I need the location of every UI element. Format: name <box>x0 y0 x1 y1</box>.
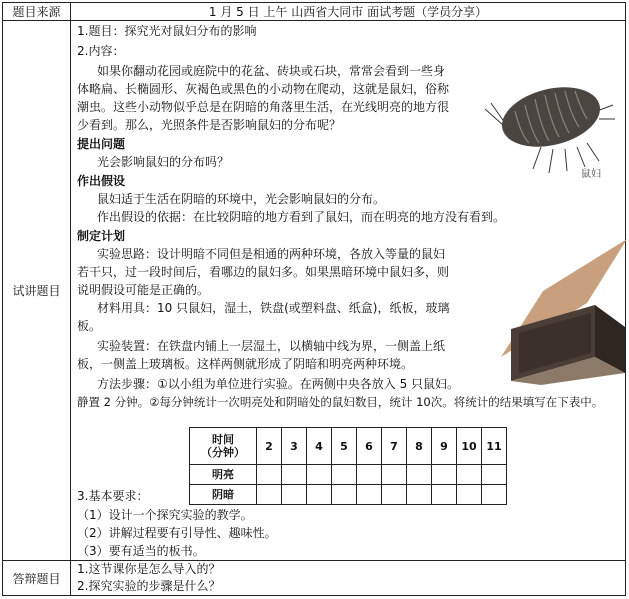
device-line: 实验装置：在铁盘内铺上一层湿土，以横轴中线为界，一侧盖上纸 <box>97 339 446 353</box>
bright-label: 明亮 <box>190 465 257 485</box>
hypothesis-text: 鼠妇适于生活在阴暗的环境中，光会影响鼠妇的分布。 <box>97 192 386 206</box>
lecture-label: 试讲题目 <box>3 21 71 560</box>
topic-line: 1.题目：探究光对鼠妇分布的影响 <box>77 24 257 38</box>
steps-line: 方法步骤：①以小组为单位进行实验。在两侧中央各放入 5 只鼠妇。 <box>97 377 460 391</box>
minute-cell: 4 <box>307 428 332 465</box>
minute-cell: 11 <box>482 428 507 465</box>
materials-line: 材料用具：10 只鼠妇，湿土，铁盘(或塑料盘、纸盒)，纸板，玻璃 <box>97 301 450 315</box>
woodlouse-image <box>481 65 617 183</box>
para1-line: 潮虫。这些小动物似乎总是在阴暗的角落里生活，在光线明亮的地方很 <box>77 100 450 114</box>
para1-line: 如果你翻动花园或庭院中的花盆、砖块或石块，常常会看到一些身 <box>97 64 446 78</box>
plan-heading: 制定计划 <box>77 229 126 243</box>
materials-line: 板。 <box>77 319 102 333</box>
ask-heading: 提出问题 <box>77 137 126 151</box>
content-label: 2.内容： <box>77 44 125 58</box>
table-header-row <box>190 428 507 465</box>
answer-row <box>3 561 625 595</box>
minute-cell: 2 <box>257 428 282 465</box>
time-header-cell: 时间 （分钟） <box>190 428 257 465</box>
exam-sheet <box>2 2 626 596</box>
hypothesis-basis: 作出假设的依据：在比较阴暗的地方看到了鼠妇，而在明亮的地方没有看到。 <box>97 210 506 224</box>
question-item: 2.探究实验的步骤是什么？ <box>77 579 221 593</box>
answer-label: 答辩题目 <box>3 561 71 595</box>
idea-line: 若干只，过一段时间后，看哪边的鼠妇多。如果黑暗环境中鼠妇多，则 <box>77 265 450 279</box>
source-label: 题目来源 <box>3 3 71 20</box>
minute-cell: 8 <box>407 428 432 465</box>
page-title: 1 月 5 日 上午 山西省大同市 面试考题（学员分享） <box>208 5 488 19</box>
minute-cell: 5 <box>332 428 357 465</box>
minute-cell: 6 <box>357 428 382 465</box>
minute-cell: 7 <box>382 428 407 465</box>
question-item: 1.这节课你是怎么导入的？ <box>77 562 221 576</box>
idea-line: 实验思路：设计明暗不同但是相通的两种环境，各放入等量的鼠妇 <box>97 247 446 261</box>
requirement-item: （3）要有适当的板书。 <box>77 544 205 558</box>
minute-cell: 9 <box>432 428 457 465</box>
steps-line: 静置 2 分钟。②每分钟统计一次明亮处和阴暗处的鼠妇数目，统计 10次。将统计的结果填写在下表中。 <box>77 395 604 409</box>
hypothesis-heading: 作出假设 <box>77 174 126 188</box>
requirement-item: （1）设计一个探究实验的教学。 <box>77 508 253 522</box>
idea-line: 说明假设可能是正确的。 <box>77 283 210 297</box>
header-row <box>3 3 625 21</box>
minute-cell: 10 <box>457 428 482 465</box>
para1-line: 少看到。那么，光照条件是否影响鼠妇的分布呢？ <box>77 118 342 132</box>
table-row <box>190 465 507 485</box>
observation-table <box>189 427 507 505</box>
dark-label: 阴暗 <box>190 485 257 505</box>
minute-cell: 3 <box>282 428 307 465</box>
device-line: 板，一侧盖上玻璃板。这样两侧就形成了阴暗和明亮两种环境。 <box>77 357 414 371</box>
ask-text: 光会影响鼠妇的分布吗？ <box>97 155 230 169</box>
main-row <box>3 21 625 561</box>
requirement-item: （2）讲解过程要有引导性、趣味性。 <box>77 526 277 540</box>
table-row <box>190 485 507 505</box>
para1-line: 体略扁、长椭圆形、灰褐色或黑色的小动物在爬动，这就是鼠妇，俗称 <box>77 82 450 96</box>
lecture-content <box>71 21 625 560</box>
requirements-heading: 3.基本要求： <box>77 489 149 503</box>
apparatus-image <box>491 229 629 385</box>
woodlouse-caption: 鼠妇 <box>581 169 601 180</box>
